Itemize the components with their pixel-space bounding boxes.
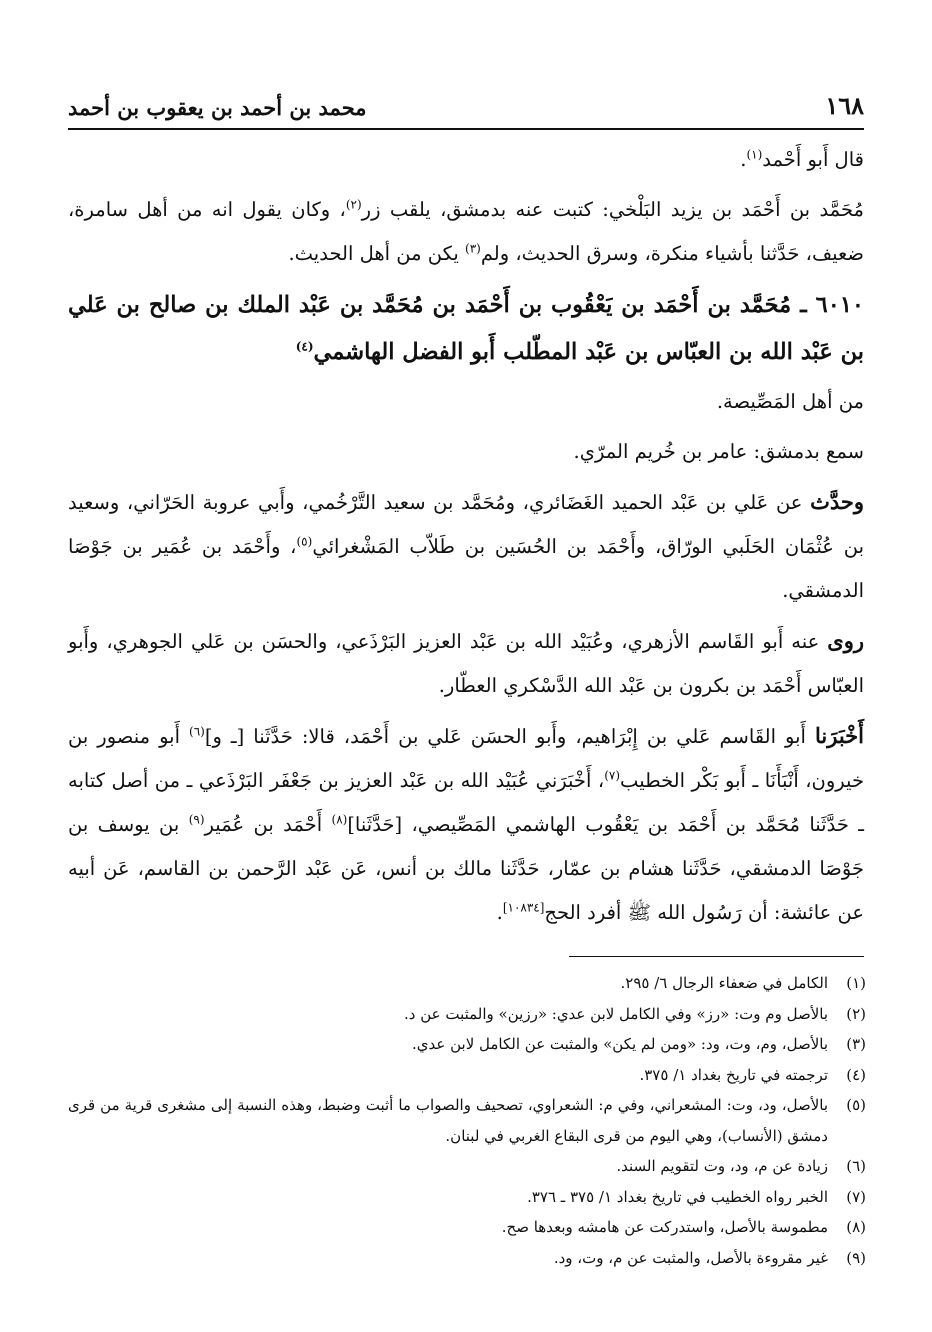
text: ، أَخْبَرَني عُبَيْد الله بن عَبْد العزيز بن جَعْفَر البَرْذَعي ـ من أصل كتابه ـ حَدَّثَنا مُحَمَّد بن أَحْمَد بن يَعْقُوب الهاشمي المَصِّيصي، [حَدَّثَنا] [68, 769, 864, 836]
text: أَبو القَاسم عَلي بن إِبْرَاهيم، وأَبو الحسَن عَلي بن أَحْمَد، قالا: حَدَّثَنا [ـ و] [204, 725, 816, 748]
footnote-number: (٩) [846, 1248, 866, 1267]
footnote-text: الكامل في ضعفاء الرجال ٦/ ٢٩٥. [620, 974, 828, 992]
footnote-ref: (٢) [345, 197, 362, 212]
page-number: ١٦٨ [825, 91, 864, 120]
footnote-text: مطموسة بالأصل، واستدركت عن هامشه وبعدها صح. [501, 1218, 828, 1236]
footnote-ref: (٦) [189, 724, 205, 739]
footnote-number: (٨) [846, 1218, 866, 1236]
footnote-9 [68, 1243, 866, 1274]
footnote-6 [68, 1151, 866, 1182]
footnote-text: بالأصل، وم، وت، ود: «ومن لم يكن» والمثبت عن الكامل لابن عدي. [412, 1035, 828, 1053]
entry-heading [68, 282, 864, 376]
footnote-text: الخبر رواه الخطيب في تاريخ بغداد ١/ ٣٧٥ ـ ٣٧٦. [527, 1187, 828, 1206]
paragraph-hadith [68, 714, 864, 935]
text: يكن من أهل الحديث. [288, 242, 465, 265]
footnote-number: (٥) [846, 1096, 866, 1114]
hadith-number: [١٠٨٣٤] [502, 900, 545, 915]
lead-word: روى [827, 628, 864, 653]
lead-word: وحدَّث [810, 489, 864, 514]
footnote-ref: (٩) [188, 812, 205, 827]
footnote-text: زيادة عن م، ود، وت لتقويم السند. [616, 1157, 828, 1175]
running-title: محمد بن أحمد بن يعقوب بن أحمد [68, 95, 367, 120]
text: قال أَبو أَحْمد [762, 148, 864, 171]
footnote-2 [68, 999, 866, 1030]
paragraph-abu-ahmad [68, 138, 864, 182]
footnote-text: ترجمته في تاريخ بغداد ١/ ٣٧٥. [639, 1065, 828, 1084]
footnote-number: (٤) [846, 1065, 866, 1084]
footnote-text: بالأصل وم وت: «رز» وفي الكامل لابن عدي: «رزين» والمثبت عن د. [404, 1004, 828, 1023]
paragraph-transmitters [68, 619, 864, 708]
footnote-4 [68, 1060, 866, 1091]
footnote-ref: (١) [746, 147, 763, 162]
footnote-ref: (٤) [295, 339, 314, 354]
footnote-number: (٣) [846, 1035, 866, 1053]
text: أَحْمَد بن عُمَير [204, 813, 332, 836]
footnote-1 [68, 968, 866, 999]
footnote-5 [68, 1090, 866, 1151]
body-text [68, 138, 864, 941]
footnote-3 [68, 1029, 866, 1060]
text: ، وكان يقول انه من أهل سامرة، ضعيف، حَدَّثنا بأشياء منكرة، وسرق الحديث، ولم [68, 198, 864, 265]
footnote-7 [68, 1182, 866, 1213]
footnote-text: غير مقروءة بالأصل، والمثبت عن م، وت، ود. [553, 1248, 828, 1267]
footnote-divider [569, 956, 864, 957]
entry-title: ٦٠١٠ ـ مُحَمَّد بن أَحْمَد بن يَعْقُوب بن أَحْمَد بن مُحَمَّد بن عَبْد الملك بن صالح بن عَلي بن عَبْد الله بن العبّاس بن عَبْد المطّلب أَبو الفضل الهاشمي [68, 292, 864, 365]
footnote-text: بالأصل، ود، وت: المشعراني، وفي م: الشعراوي، تصحيف والصواب ما أثبت وضبط، وهذه النسبة إلى مشغرى قرية من قرى دمشق (الأنساب)، وهي اليوم من قرى البقاع الغربي في لبنان. [68, 1096, 828, 1145]
footnote-number: (١) [846, 974, 866, 992]
text: مُحَمَّد بن أَحْمَد بن يزيد البَلْخي: كتبت عنه بدمشق، يلقب زر [361, 198, 864, 221]
paragraph-origin: من أهل المَصِّيصة. [716, 390, 864, 413]
text: ، وأَحْمَد بن عُمَير بن جَوْصَا الدمشقي. [68, 535, 864, 602]
footnote-number: (٢) [846, 1004, 866, 1023]
text: عن عَلي بن عَبْد الحميد الغَضَائري، ومُحَمَّد بن سعيد التَّرْخُمي، وأَبي عروبة الحَرّاني، وسعيد بن عُثْمَان الحَلَبي الورّاق، وأَحْمَد بن الحُسَين بن طَلاّب المَشْغرائي [68, 491, 864, 558]
footnotes [68, 968, 866, 1273]
text: . [740, 148, 747, 171]
footnote-ref: (٧) [604, 768, 621, 783]
footnote-8 [68, 1212, 866, 1243]
text: . [496, 901, 503, 924]
paragraph-narrated [68, 480, 864, 613]
paragraph-heard: سمع بدمشق: عامر بن خُريم المرّي. [573, 440, 864, 463]
page-header [68, 80, 864, 130]
text: أَبو منصور بن خيرون، أَنْبَأَنَا ـ أَبو بَكْر الخطيب [68, 725, 864, 792]
footnote-ref: (٨) [331, 812, 348, 827]
paragraph-balkhi [68, 188, 864, 276]
footnote-ref: (٥) [296, 534, 313, 549]
text: بن يوسف بن جَوْصَا الدمشقي، حَدَّثَنا هشام بن عمّار، حَدَّثَنا مالك بن أنس، عَن عَبْد الرَّحمن بن القاسم، عَن أبيه عن عائشة: أن رَسُول الله ﷺ أفرد الحج [68, 813, 864, 924]
text: عنه أَبو القَاسم الأزهري، وعُبَيْد الله بن عَبْد العزيز البَرْذَعي، والحسَن بن عَلي الجوهري، وأَبو العبّاس أَحْمَد بن بكرون بن عَبْد الله الدَّسْكري العطّار. [68, 630, 864, 697]
lead-word: أَخْبَرَنا [815, 723, 864, 748]
footnote-number: (٦) [846, 1157, 866, 1175]
footnote-ref: (٣) [465, 241, 481, 256]
footnote-number: (٧) [846, 1187, 866, 1206]
